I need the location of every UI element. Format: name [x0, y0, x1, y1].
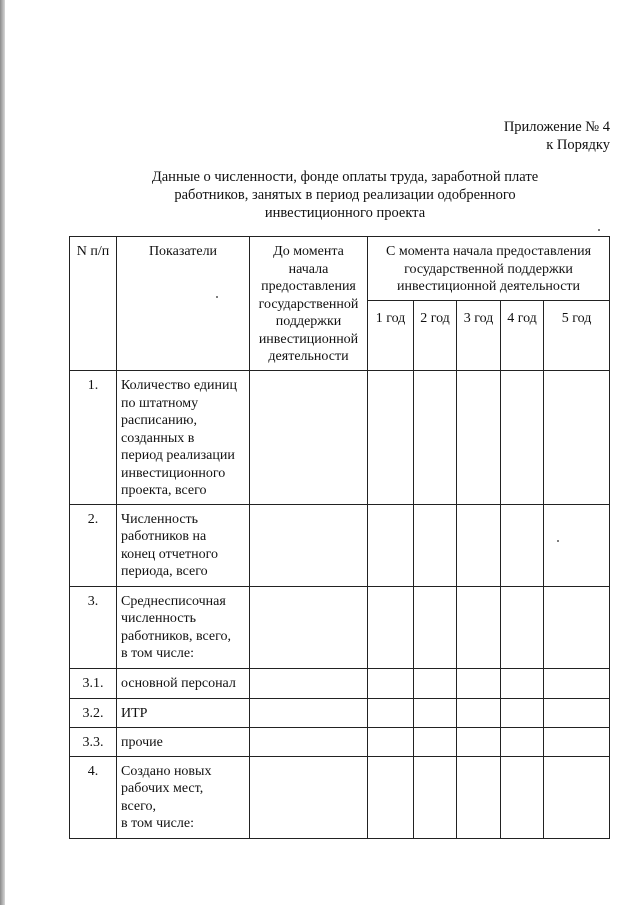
value-cell — [544, 504, 610, 586]
value-cell — [414, 727, 457, 756]
header-line: До момента — [273, 244, 344, 259]
row-indicator — [117, 698, 250, 727]
indicator-line: конец отчетного — [121, 546, 218, 562]
indicator-line: периода, всего — [121, 564, 208, 579]
value-cell — [250, 371, 368, 505]
header-before-support — [250, 237, 368, 371]
scan-speck — [598, 229, 600, 231]
indicator-line: Среднесписочная — [121, 593, 226, 609]
indicator-line: Количество единиц — [121, 378, 238, 393]
row-number: 3.2. — [70, 698, 117, 727]
year-header: 5 год — [544, 301, 610, 371]
table-row — [70, 371, 610, 505]
data-table — [69, 236, 610, 839]
value-cell — [414, 698, 457, 727]
value-cell — [250, 727, 368, 756]
value-cell — [457, 668, 501, 698]
value-cell — [501, 504, 544, 586]
document-title — [100, 168, 590, 222]
row-indicator — [117, 756, 250, 838]
year-header: 3 год — [457, 301, 501, 371]
value-cell — [250, 586, 368, 668]
value-cell — [501, 586, 544, 668]
indicator-line: Создано новых — [121, 763, 212, 779]
header-line: начала — [288, 261, 329, 277]
table-row — [70, 668, 610, 698]
indicator-line: период реализации — [121, 448, 235, 463]
header-line: государственной — [258, 296, 359, 312]
value-cell — [414, 371, 457, 505]
value-cell — [250, 756, 368, 838]
value-cell — [544, 727, 610, 756]
scan-speck — [557, 540, 559, 542]
header-since-support — [368, 237, 610, 301]
value-cell — [544, 698, 610, 727]
row-indicator — [117, 371, 250, 505]
value-cell — [250, 504, 368, 586]
indicator-line: работников на — [121, 529, 207, 544]
value-cell — [457, 504, 501, 586]
value-cell — [501, 668, 544, 698]
header-line: С момента начала предоставления — [386, 244, 592, 259]
row-indicator — [117, 668, 250, 698]
header-line: деятельности — [268, 349, 349, 364]
value-cell — [414, 504, 457, 586]
value-cell — [368, 371, 414, 505]
row-number: 4. — [70, 756, 117, 838]
value-cell — [457, 698, 501, 727]
header-indicator: Показатели — [117, 237, 250, 371]
indicator-line: в том числе: — [121, 816, 194, 831]
indicator-line: работников, всего, — [121, 628, 231, 644]
value-cell — [368, 504, 414, 586]
header-line: поддержки — [275, 314, 342, 329]
row-number: 3.3. — [70, 727, 117, 756]
value-cell — [250, 698, 368, 727]
indicator-line: расписанию, — [121, 413, 197, 428]
table-row — [70, 504, 610, 586]
indicator-line: основной персонал — [121, 675, 236, 691]
value-cell — [544, 668, 610, 698]
year-header: 1 год — [368, 301, 414, 371]
value-cell — [544, 586, 610, 668]
value-cell — [368, 756, 414, 838]
table-row — [70, 586, 610, 668]
row-number: 1. — [70, 371, 117, 505]
annex-reference: к Порядку — [546, 137, 610, 153]
indicator-line: по штатному — [121, 395, 199, 411]
value-cell — [414, 668, 457, 698]
header-line: предоставления — [261, 279, 356, 294]
indicator-line: созданных в — [121, 430, 195, 446]
row-indicator — [117, 586, 250, 668]
indicator-line: прочие — [121, 734, 163, 750]
row-indicator — [117, 727, 250, 756]
value-cell — [544, 371, 610, 505]
value-cell — [414, 586, 457, 668]
indicator-line: рабочих мест, — [121, 781, 204, 796]
value-cell — [457, 727, 501, 756]
scan-edge — [0, 0, 5, 905]
value-cell — [457, 756, 501, 838]
table-row — [70, 698, 610, 727]
title-line: инвестиционного проекта — [264, 205, 426, 221]
header-line: государственной поддержки — [404, 261, 573, 277]
year-header: 2 год — [414, 301, 457, 371]
header-number: N п/п — [70, 237, 117, 371]
value-cell — [368, 668, 414, 698]
row-number: 3.1. — [70, 668, 117, 698]
indicator-line: Численность — [121, 511, 199, 527]
title-line: Данные о численности, фонде оплаты труда, заработной плате — [151, 169, 539, 185]
value-cell — [250, 668, 368, 698]
value-cell — [414, 756, 457, 838]
indicator-line: всего, — [121, 798, 157, 814]
row-indicator — [117, 504, 250, 586]
row-number: 3. — [70, 586, 117, 668]
header-line: инвестиционной — [258, 331, 359, 347]
value-cell — [501, 371, 544, 505]
table-row — [70, 727, 610, 756]
annex-number: Приложение № 4 — [503, 119, 610, 135]
value-cell — [368, 586, 414, 668]
scan-speck — [216, 296, 218, 298]
indicator-line: численность — [121, 611, 196, 626]
row-number: 2. — [70, 504, 117, 586]
value-cell — [457, 586, 501, 668]
value-cell — [457, 371, 501, 505]
indicator-line: инвестиционного — [121, 465, 226, 481]
year-header: 4 год — [501, 301, 544, 371]
value-cell — [368, 727, 414, 756]
value-cell — [501, 698, 544, 727]
value-cell — [368, 698, 414, 727]
value-cell — [501, 727, 544, 756]
annex-label — [504, 118, 610, 154]
header-line: инвестиционной деятельности — [397, 279, 581, 294]
indicator-line: проекта, всего — [121, 483, 207, 498]
value-cell — [544, 756, 610, 838]
value-cell — [501, 756, 544, 838]
header-row — [70, 237, 610, 301]
indicator-line: в том числе: — [121, 646, 194, 661]
table-row — [70, 756, 610, 838]
title-line: работников, занятых в период реализации одобренного — [174, 187, 516, 203]
indicator-line: ИТР — [121, 705, 148, 721]
